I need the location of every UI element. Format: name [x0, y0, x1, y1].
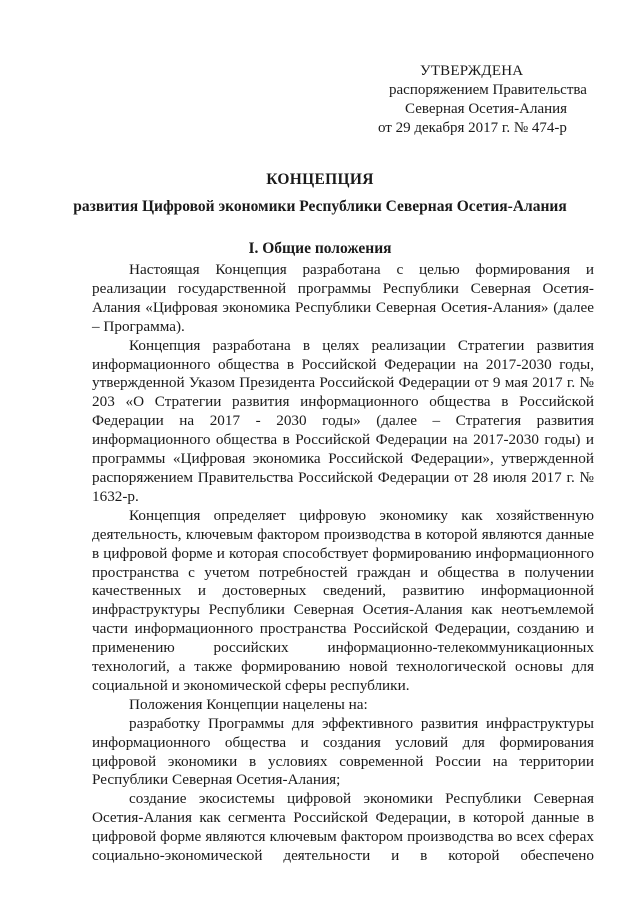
approval-issuer: распоряжением Правительства — [389, 82, 587, 98]
approval-date-number: от 29 декабря 2017 г. № 474-р — [378, 120, 567, 136]
document-title: КОНЦЕПЦИЯ — [266, 171, 374, 188]
paragraph: создание экосистемы цифровой экономики Республики Северная Осетия-Алания как сегмента Российской Федерации, в которой данные в цифровой форме являются ключевым фактором производства во всех сферах социально-экономической деятельности и в которой обеспечено — [92, 790, 594, 865]
section-heading: I. Общие положения — [248, 240, 392, 257]
document-body — [92, 261, 594, 866]
approval-title: УТВЕРЖДЕНА — [420, 63, 524, 79]
document-subtitle: развития Цифровой экономики Республики Северная Осетия-Алания — [73, 198, 567, 215]
paragraph: Настоящая Концепция разработана с целью формирования и реализации государственной программы Республики Северная Осетия-Алания «Цифровая экономика Республики Северная Осетия-Алания» (далее – Программа). — [92, 261, 594, 335]
paragraph: Положения Концепции нацелены на: — [129, 695, 368, 713]
paragraph: Концепция определяет цифровую экономику как хозяйственную деятельность, ключевым фактором производства в которой являются данные в цифровой форме и которая способствует формированию информационного пространства с учетом потребностей граждан и общества в получении качественных и достоверных сведений, развитию информационной инфраструктуры Республики Северная Осетия-Алания как неотъемлемой части информационного пространства Российской Федерации, созданию и применению российских информационно-телекоммуникационных технологий, а также формированию новой технологической основы для социальной и экономической сферы республики. — [92, 506, 594, 694]
approval-region: Северная Осетия-Алания — [405, 101, 568, 117]
approval-stamp — [378, 62, 598, 138]
paragraph: Концепция разработана в целях реализации Стратегии развития информационного общества в Российской Федерации на 2017-2030 годы, утвержденной Указом Президента Российской Федерации от 9 мая 2017 г. № 203 «О Стратегии развития информационного общества в Российской Федерации на 2017 - 2030 годы» (далее – Стратегия развития информационного общества в Российской Федерации на 2017-2030 годы) и программы «Цифровая экономика Российской Федерации», утвержденной распоряжением Правительства Российской Федерации от 28 июля 2017 г. № 1632-р. — [92, 336, 594, 505]
paragraph: разработку Программы для эффективного развития инфраструктуры информационного общества и создания условий для формирования цифровой экономики в условиях современной России на территории Республики Северная Осетия-Алания; — [92, 714, 594, 789]
